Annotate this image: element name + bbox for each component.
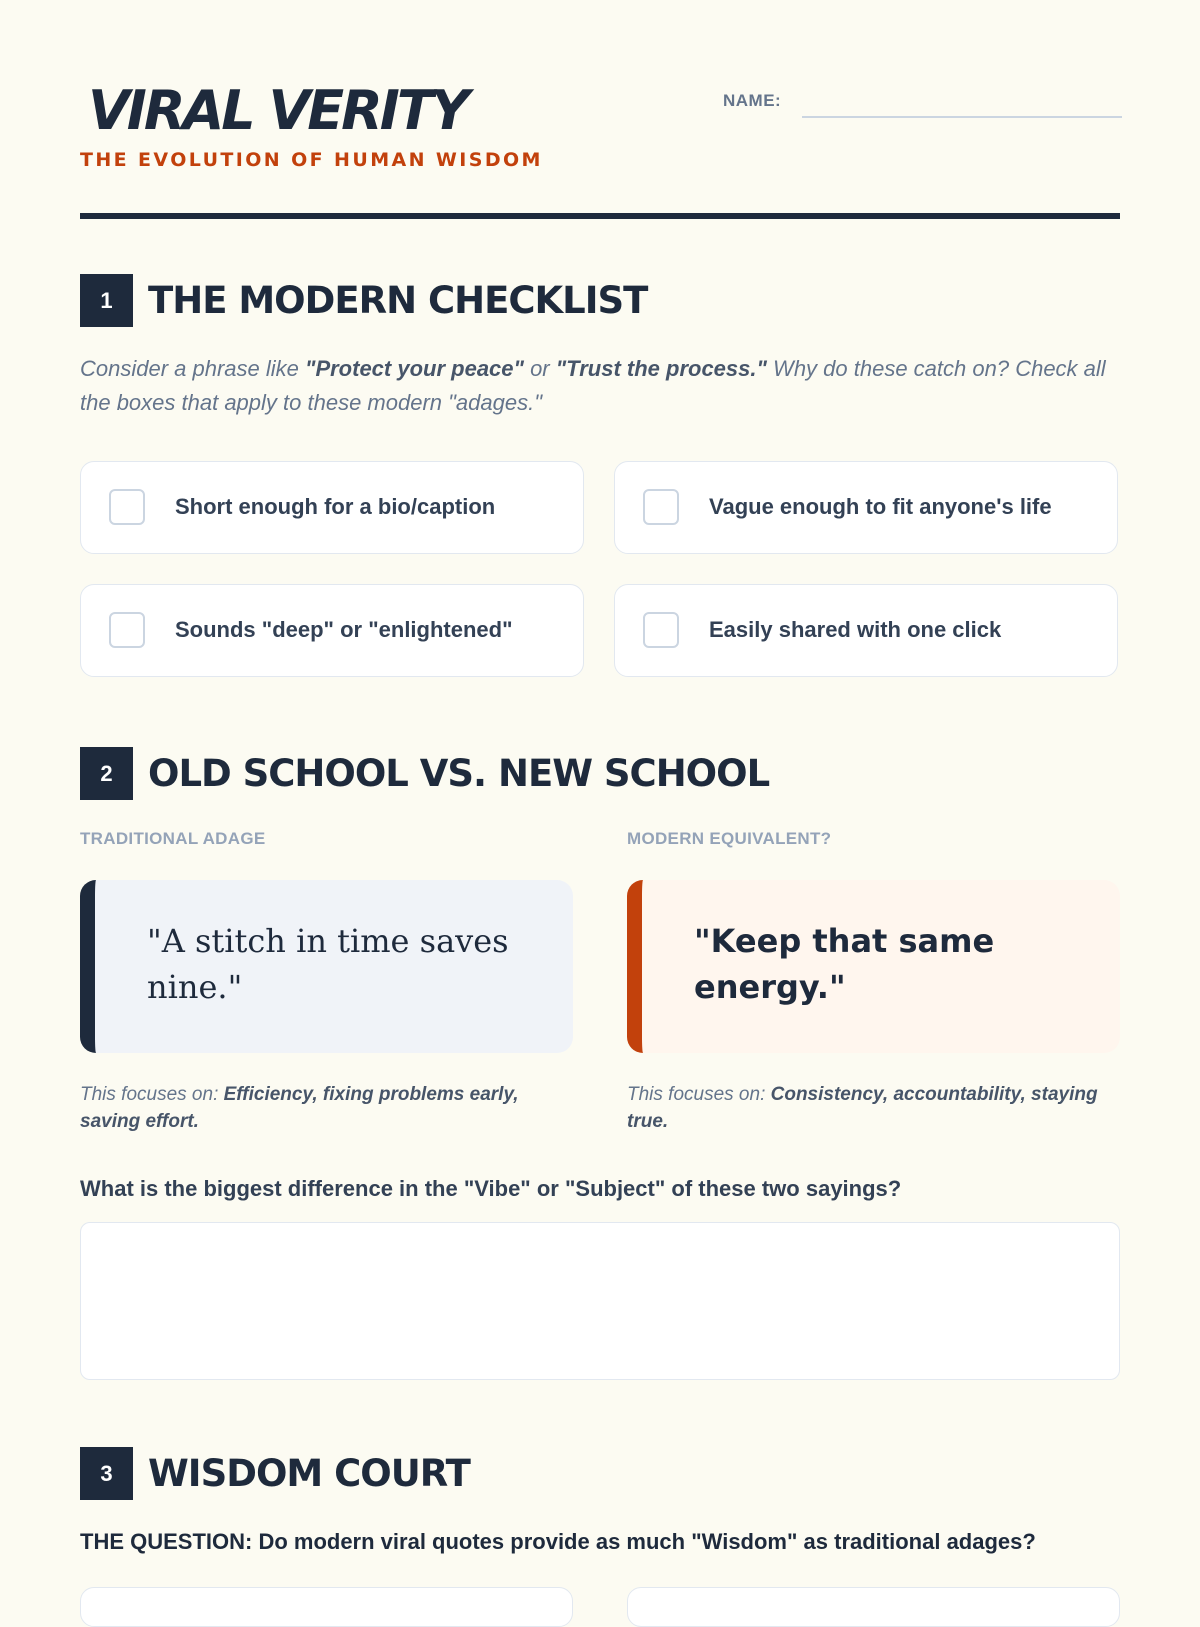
section-3-title: WISDOM COURT	[148, 1452, 470, 1495]
checkbox[interactable]	[109, 612, 145, 648]
verdict-option-card[interactable]	[627, 1587, 1120, 1627]
checklist-option[interactable]	[614, 584, 1118, 677]
focus-prefix: This focuses on:	[627, 1084, 771, 1105]
modern-quote-card	[627, 880, 1120, 1053]
difference-question: What is the biggest difference in the "Vibe" or "Subject" of these two sayings?	[80, 1176, 902, 1201]
section-2-title: OLD SCHOOL VS. NEW SCHOOL	[148, 752, 770, 795]
traditional-adage-label: TRADITIONAL ADAGE	[80, 829, 266, 848]
intro-phrase-1: "Protect your peace"	[305, 356, 524, 381]
checklist-option-label: Sounds "deep" or "enlightened"	[175, 617, 513, 642]
modern-focus	[627, 1081, 1107, 1135]
section-1-title: THE MODERN CHECKLIST	[148, 279, 648, 322]
worksheet-page	[80, 0, 1120, 1600]
checkbox[interactable]	[643, 612, 679, 648]
section-2-number: 2	[80, 747, 133, 800]
focus-text: Efficiency, fixing problems early, saving effort.	[80, 1084, 519, 1132]
intro-text: Consider a phrase like	[80, 356, 306, 381]
name-input-line[interactable]	[802, 116, 1122, 118]
checklist-option-label: Vague enough to fit anyone's life	[709, 494, 1052, 519]
section-1-number: 1	[80, 274, 133, 327]
wisdom-court-question: THE QUESTION: Do modern viral quotes provide as much "Wisdom" as traditional adages?	[80, 1529, 1036, 1554]
intro-phrase-2: "Trust the process."	[555, 356, 767, 381]
traditional-focus	[80, 1081, 560, 1135]
verdict-option-card[interactable]	[80, 1587, 573, 1627]
checklist-option[interactable]	[614, 461, 1118, 554]
modern-equivalent-label: MODERN EQUIVALENT?	[627, 829, 832, 848]
checkbox[interactable]	[643, 489, 679, 525]
traditional-quote-card	[80, 880, 573, 1053]
checkbox[interactable]	[109, 489, 145, 525]
section-3-number: 3	[80, 1447, 133, 1500]
checklist-option[interactable]	[80, 584, 584, 677]
focus-prefix: This focuses on:	[80, 1084, 224, 1105]
brand-subtitle: THE EVOLUTION OF HUMAN WISDOM	[80, 149, 543, 171]
intro-text: Why do these catch on? Check all the boxes that apply to these modern "adages."	[80, 356, 1106, 415]
traditional-quote: "A stitch in time saves nine."	[147, 922, 509, 1006]
brand-title: VIRAL VERITY	[88, 79, 467, 142]
checklist-option-label: Easily shared with one click	[709, 617, 1002, 642]
checklist-option-label: Short enough for a bio/caption	[175, 494, 496, 519]
checklist-option[interactable]	[80, 461, 584, 554]
modern-quote: "Keep that same energy."	[694, 922, 995, 1006]
intro-text: or	[523, 356, 556, 381]
section-1-intro	[80, 352, 1120, 420]
difference-answer-field[interactable]	[80, 1222, 1120, 1380]
focus-text: Consistency, accountability, staying true.	[627, 1084, 1098, 1132]
header-divider	[80, 213, 1120, 219]
name-label: NAME:	[723, 91, 782, 110]
